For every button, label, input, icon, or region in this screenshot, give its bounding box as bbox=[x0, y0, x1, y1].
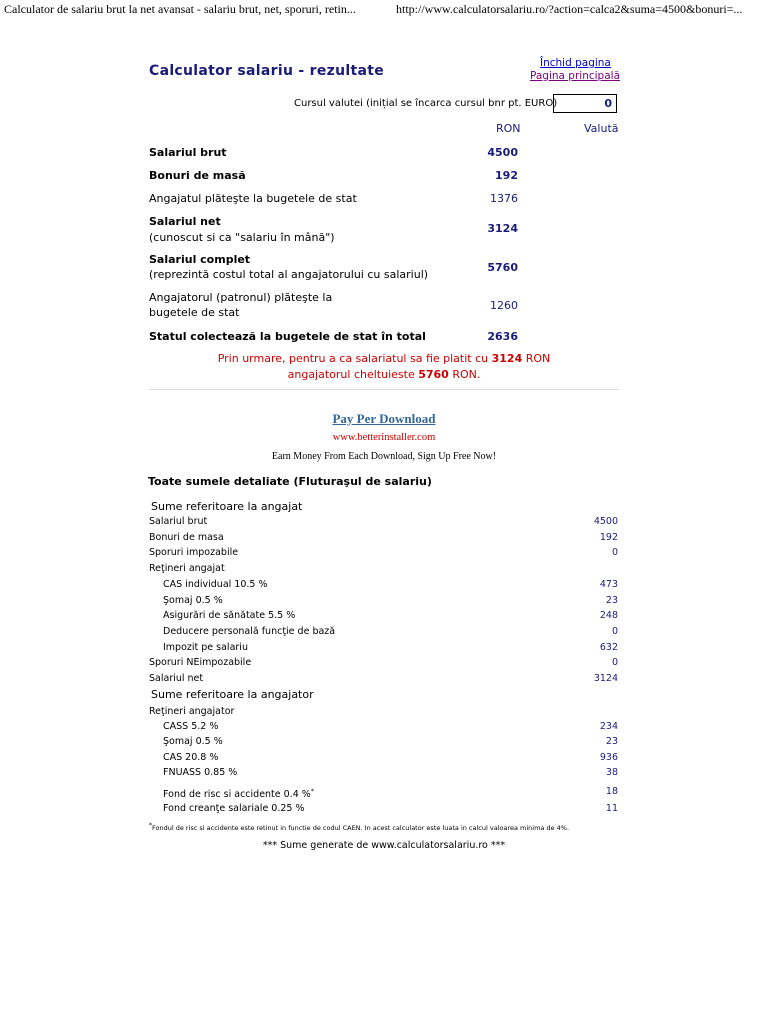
detail-row-label: CAS individual 10.5 % bbox=[163, 579, 268, 590]
detail-row-value: 0 bbox=[611, 547, 618, 558]
detail-row-value: 192 bbox=[599, 532, 618, 543]
home-page-link[interactable]: Pagina principală bbox=[530, 70, 620, 82]
detail-row-value: 632 bbox=[599, 642, 618, 653]
angajator-row-value: 38 bbox=[605, 767, 618, 778]
detail-row-label: Impozit pe salariu bbox=[163, 642, 248, 653]
footnote: *Fondul de risc si accidente este retinut in functie de codul CAEN. In acest calculator este luata in calcul valoarea minima de 4%. bbox=[149, 822, 570, 833]
group-angajat: Sume referitoare la angajat bbox=[151, 500, 303, 513]
detail-row-label: Salariul net bbox=[149, 673, 204, 684]
bonuri-label: Bonuri de masă bbox=[149, 169, 246, 182]
angajator-row-label: FNUASS 0.85 % bbox=[163, 767, 238, 778]
detail-section-title: Toate sumele detaliate (Fluturaşul de salariu) bbox=[148, 475, 432, 488]
detail-row-label: Bonuri de masa bbox=[149, 532, 224, 543]
conclusion-line1: Prin urmare, pentru a ca salariatul sa fie platit cu 3124 RON bbox=[217, 352, 551, 365]
ad-title-link[interactable]: Pay Per Download bbox=[332, 411, 436, 426]
page-title-text: Calculator de salariu brut la net avansat - salariu brut, net, sporuri, retin... bbox=[4, 2, 356, 16]
angajator-row-label: Şomaj 0.5 % bbox=[163, 736, 223, 747]
angajator-row-label: CASS 5.2 % bbox=[163, 721, 219, 732]
close-page-link[interactable]: Închid pagina bbox=[540, 57, 611, 69]
bonuri-value: 192 bbox=[495, 169, 518, 182]
brut-value: 4500 bbox=[487, 146, 518, 159]
ad-url[interactable]: www.betterinstaller.com bbox=[332, 432, 436, 443]
ad-text: Earn Money From Each Download, Sign Up Free Now! bbox=[271, 451, 497, 462]
detail-row-label: Şomaj 0.5 % bbox=[163, 595, 223, 606]
currency-input[interactable]: 0 bbox=[553, 94, 617, 113]
angajator-row-value: 234 bbox=[599, 721, 618, 732]
browser-header bbox=[0, 0, 768, 20]
angajat-value: 1376 bbox=[490, 192, 518, 205]
angajat-label: Angajatul plăteşte la bugetele de stat bbox=[149, 192, 357, 205]
net-value: 3124 bbox=[487, 222, 518, 235]
angajator-line1: Angajatorul (patronul) plăteşte la bbox=[149, 291, 333, 304]
angajator-row-value: 936 bbox=[599, 752, 618, 763]
detail-row-label: Asigurări de sănătate 5.5 % bbox=[163, 610, 296, 621]
detail-row-label: Sporuri impozabile bbox=[149, 547, 239, 558]
complet-label: Salariul complet bbox=[149, 253, 251, 266]
stat-label: Statul colectează la bugetele de stat în total bbox=[149, 330, 426, 343]
column-ron: RON bbox=[496, 122, 521, 135]
detail-row-value: 3124 bbox=[593, 673, 618, 684]
generated-note: *** Sume generate de www.calculatorsalariu.ro *** bbox=[262, 840, 506, 851]
divider bbox=[149, 389, 619, 390]
results-title: Calculator salariu - rezultate bbox=[149, 63, 385, 79]
detail-row-label: Deducere personală funcţie de bază bbox=[163, 626, 336, 637]
group-angajator: Sume referitoare la angajator bbox=[151, 688, 314, 701]
detail-row-value: 0 bbox=[611, 626, 618, 637]
detail-row-value: 0 bbox=[611, 657, 618, 668]
currency-label: Cursul valutei (inițial se încarca cursul bnr pt. EURO) bbox=[294, 98, 558, 109]
complet-value: 5760 bbox=[487, 261, 518, 274]
retineri-angajator: Reţineri angajator bbox=[149, 706, 235, 717]
complet-sub: (reprezintă costul total al angajatorului cu salariul) bbox=[149, 268, 429, 281]
net-label: Salariul net bbox=[149, 215, 221, 228]
conclusion-line2: angajatorul cheltuieste 5760 RON. bbox=[287, 368, 481, 381]
detail-row-label: Reţineri angajat bbox=[149, 563, 225, 574]
detail-row-label: Sporuri NEimpozabile bbox=[149, 657, 252, 668]
angajator-row-label: CAS 20.8 % bbox=[163, 752, 219, 763]
stat-value: 2636 bbox=[487, 330, 518, 343]
detail-row-label: Salariul brut bbox=[149, 516, 208, 527]
creante-value: 11 bbox=[605, 803, 618, 814]
page-url[interactable]: http://www.calculatorsalariu.ro/?action=calca2&suma=4500&bonuri=... bbox=[396, 2, 743, 16]
risc-value: 18 bbox=[605, 786, 618, 797]
column-valuta: Valută bbox=[584, 122, 619, 135]
detail-row-value: 4500 bbox=[593, 516, 618, 527]
risc-label: Fond de risc si accidente 0.4 %* bbox=[163, 788, 314, 801]
angajator-line2: bugetele de stat bbox=[149, 306, 240, 319]
detail-row-value: 248 bbox=[599, 610, 618, 621]
angajator-value: 1260 bbox=[490, 299, 518, 312]
brut-label: Salariul brut bbox=[149, 146, 227, 159]
detail-row-value: 473 bbox=[599, 579, 618, 590]
angajator-row-value: 23 bbox=[605, 736, 618, 747]
net-sub: (cunoscut si ca "salariu în mână") bbox=[149, 231, 335, 244]
detail-row-value: 23 bbox=[605, 595, 618, 606]
creante-label: Fond creanţe salariale 0.25 % bbox=[163, 803, 305, 814]
